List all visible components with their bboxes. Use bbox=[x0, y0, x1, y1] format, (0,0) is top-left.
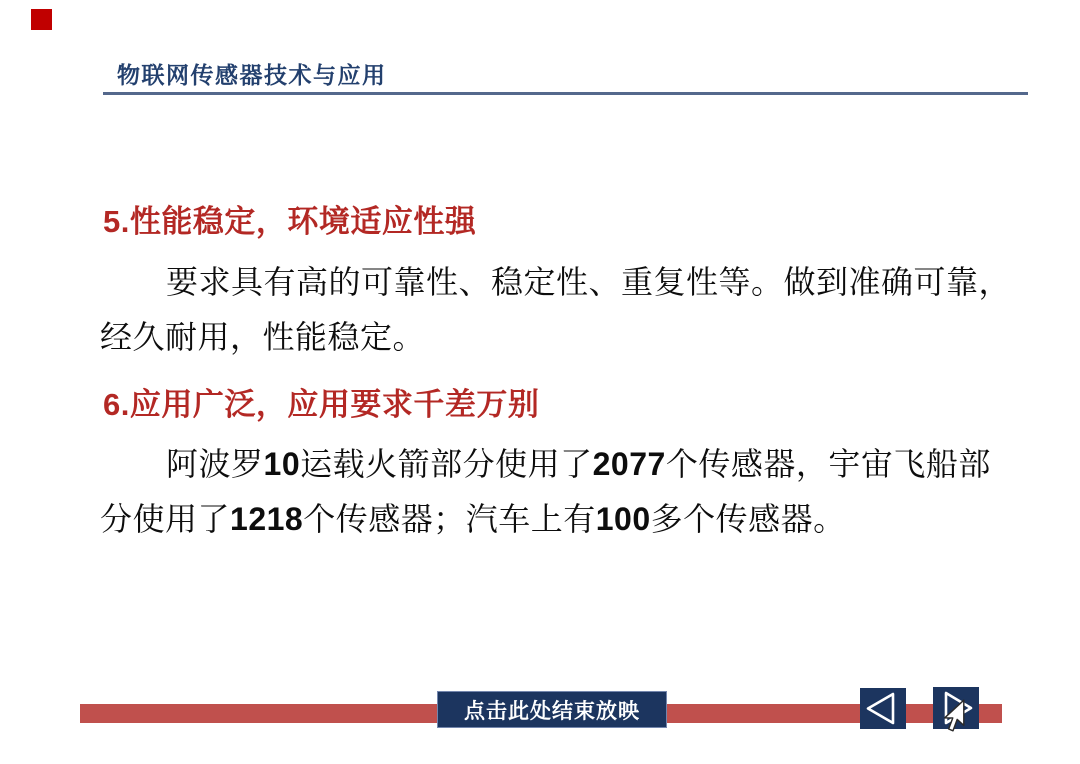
text-segment: 个传感器，宇宙飞船部 bbox=[665, 446, 991, 482]
header-divider bbox=[103, 92, 1028, 95]
section-paragraph-5 bbox=[100, 255, 1012, 365]
end-slideshow-button[interactable] bbox=[437, 691, 667, 728]
text-segment: 经久耐用，性能稳定。 bbox=[100, 319, 426, 355]
text-segment: 阿波罗 bbox=[166, 446, 264, 482]
text-segment: 分使用了 bbox=[100, 501, 231, 537]
text-segment: 1218 bbox=[230, 501, 304, 537]
previous-slide-button[interactable] bbox=[860, 688, 906, 729]
text-segment: 100 bbox=[595, 501, 651, 537]
text-segment: 个传感器；汽车上有 bbox=[303, 501, 596, 537]
mouse-pointer-icon bbox=[941, 699, 965, 733]
paragraph-line bbox=[100, 437, 990, 492]
text-segment: 多个传感器。 bbox=[650, 501, 846, 537]
paragraph-line bbox=[100, 492, 990, 547]
section-heading-6: 6.应用广泛，应用要求千差万别 bbox=[103, 387, 540, 422]
course-title: 物联网传感器技术与应用 bbox=[117, 62, 387, 88]
text-segment: 2077 bbox=[592, 446, 666, 482]
paragraph-line bbox=[100, 310, 990, 365]
text-segment: 要求具有高的可靠性、稳定性、重复性等。做到准确可靠， bbox=[166, 264, 1012, 300]
paragraph-line bbox=[100, 255, 1012, 310]
text-segment: 运载火箭部分使用了 bbox=[300, 446, 593, 482]
text-segment: 10 bbox=[263, 446, 301, 482]
slide-logo-square bbox=[31, 9, 52, 30]
end-slideshow-label: 点击此处结束放映 bbox=[464, 699, 640, 723]
section-paragraph-6 bbox=[100, 437, 990, 547]
left-triangle-icon bbox=[860, 688, 906, 729]
section-heading-5: 5.性能稳定，环境适应性强 bbox=[103, 204, 477, 239]
